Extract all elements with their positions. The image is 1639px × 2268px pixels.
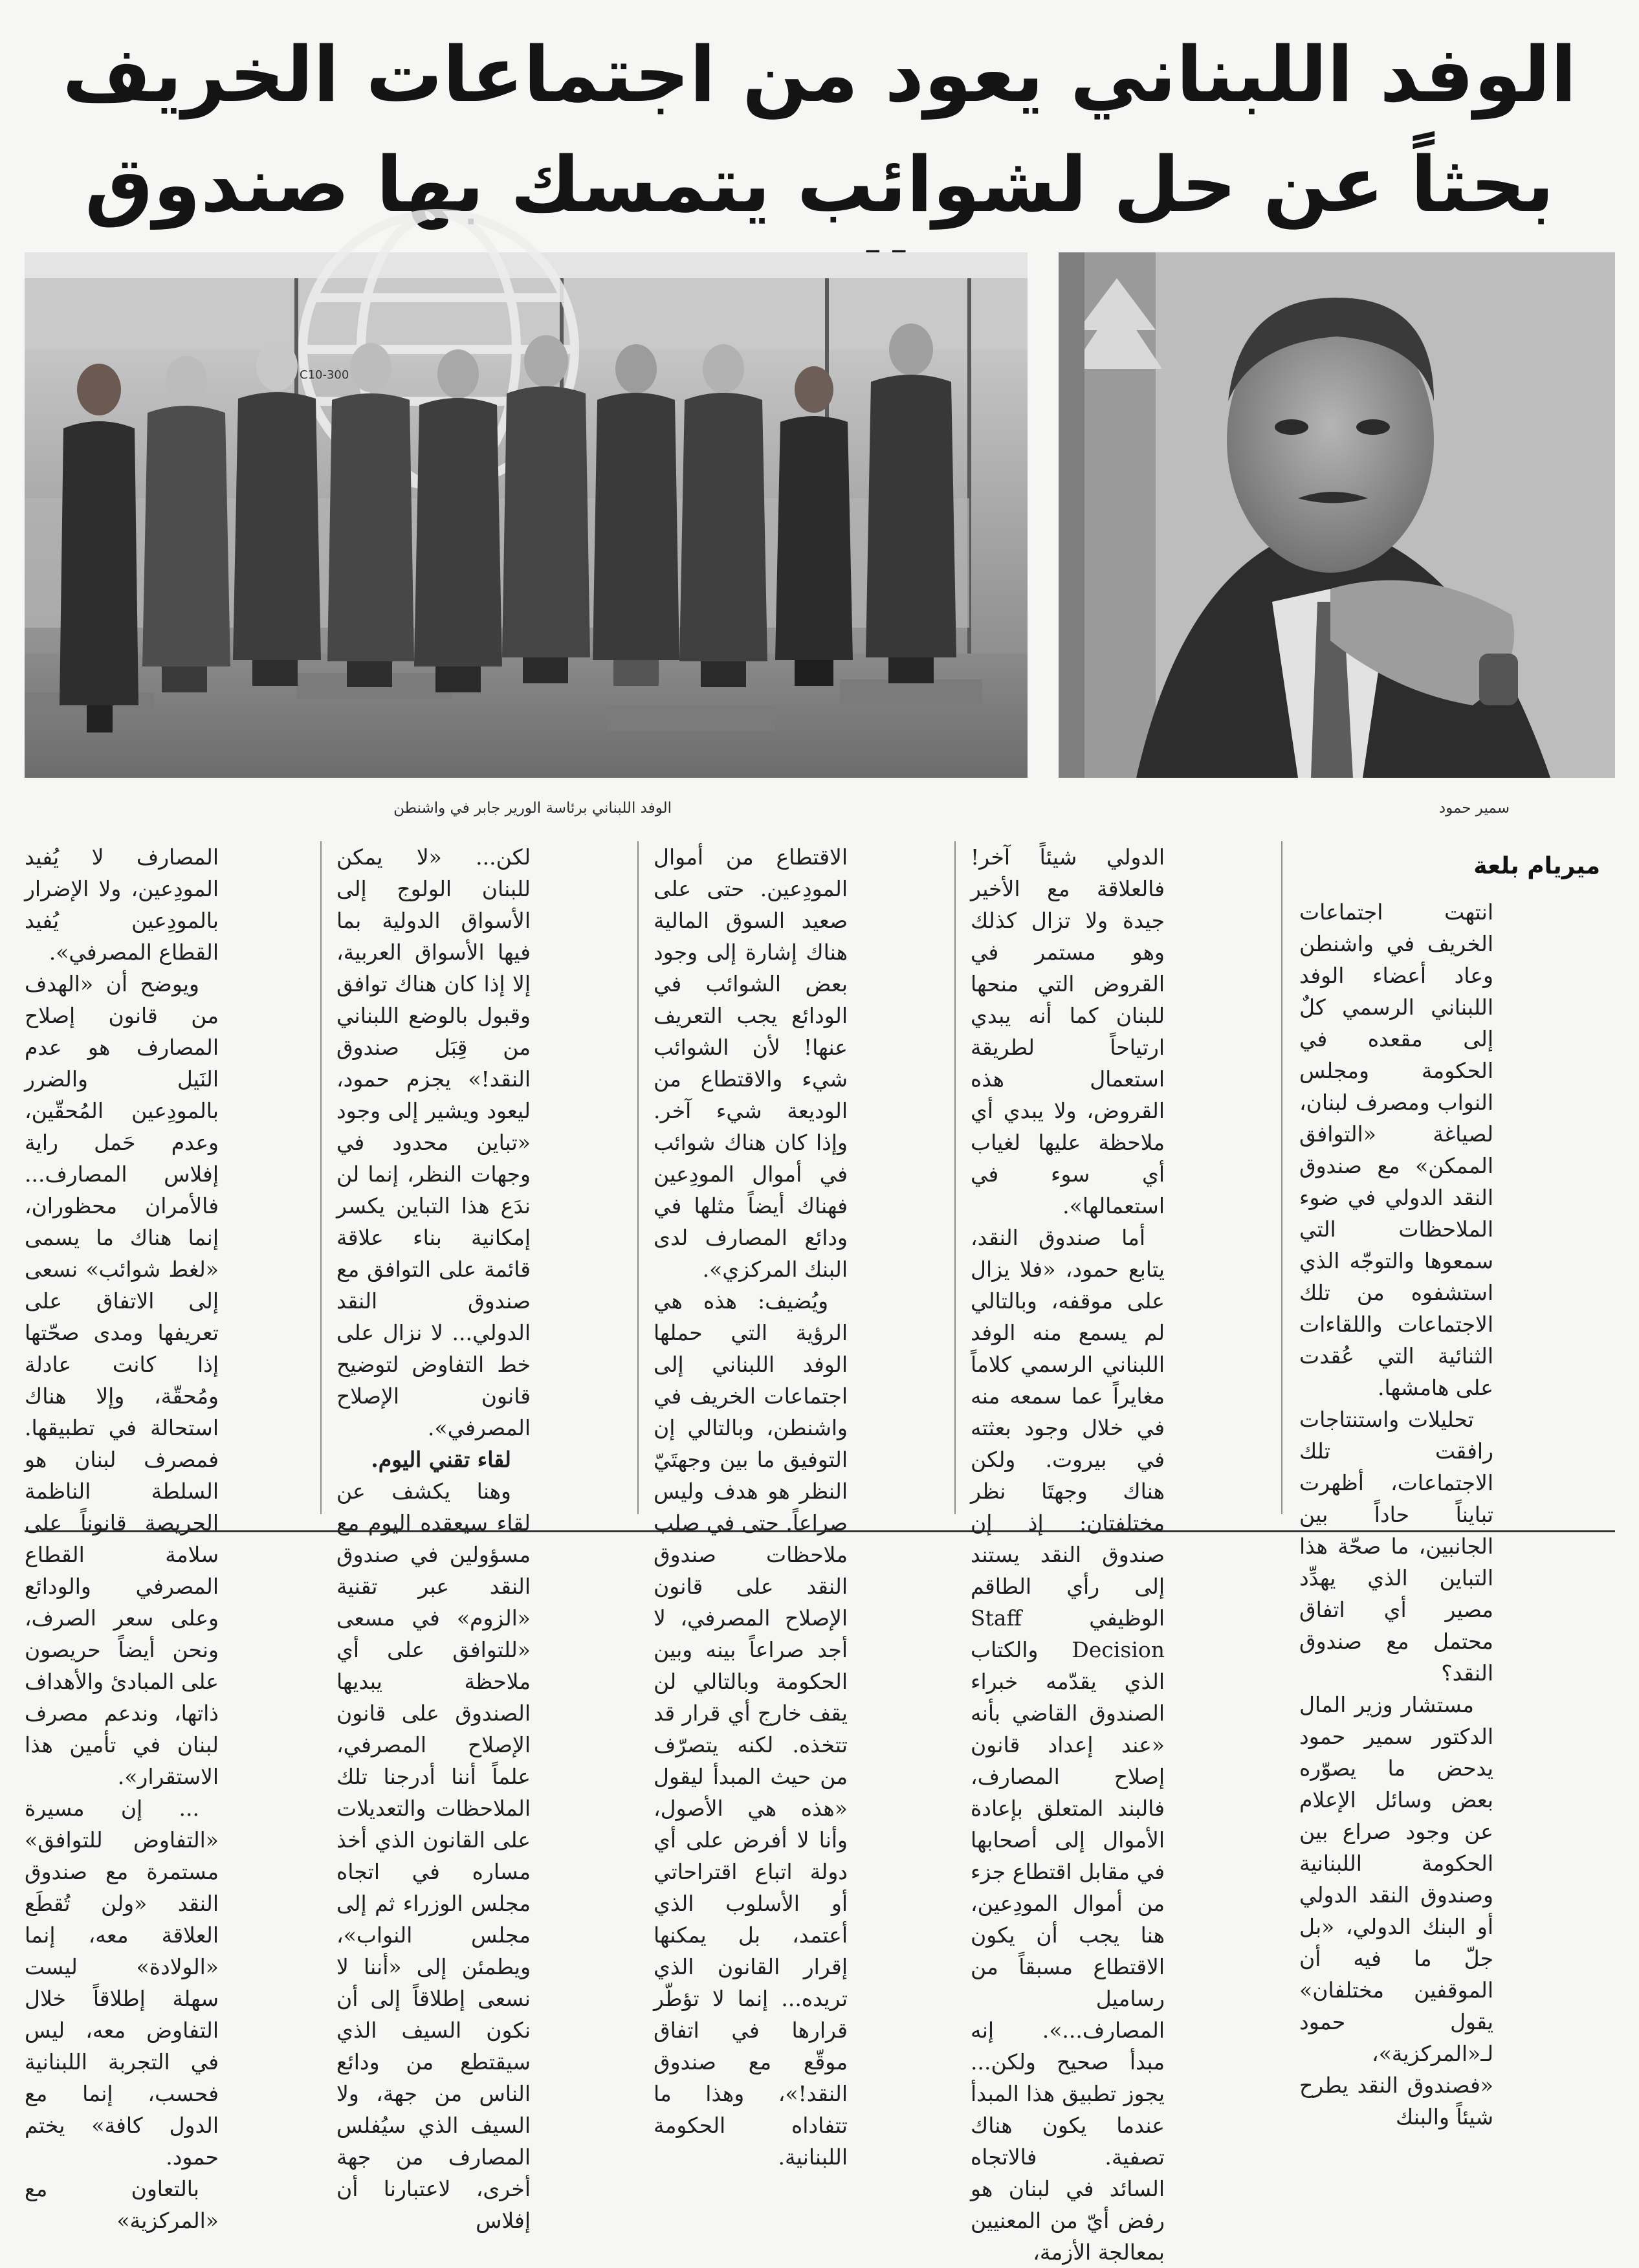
portrait-caption: سمير حمود: [1438, 800, 1510, 817]
byline: ميريام بلعة: [1473, 853, 1600, 879]
paragraph: انتهت اجتماعات الخريف في واشنطن وعاد أعضاء الوفد اللبناني الرسمي كلٌ إلى مقعده في الحكومة ومجلس النواب ومصرف لبنان، لصياغة «التوافق الممكن» مع صندوق النقد الدولي في ضوء الملاحظات التي سمعوها والتوجّه الذي استشفوه من تلك الاجتماعات واللقاءات الثنائية التي عُقدت على هامشها.: [1299, 899, 1493, 1400]
paragraph: أما صندوق النقد، يتابع حمود، «فلا يزال على موقفه، وبالتالي لم يسمع منه الوفد اللبناني الرسمي كلاماً مغايراً عما سمعه منه في خلال وجود بعثته في بيروت. ولكن هناك وجهتَا نظر مختلفتان: إذ إن صندوق النقد يستند إلى رأي الطاقم الوظيفي Staff Decision والكتاب الذي يقدّمه خبراء الصندوق القاضي بأنه «عند إعداد قانون إصلاح المصارف، فالبند المتعلق بإعادة الأموال إلى أصحابها في مقابل اقتطاع جزء من أموال المودِعين، هنا يجب أن يكون الاقتطاع مسبقاً من رساميل المصارف...». إنه مبدأ صحيح ولكن... يجوز تطبيق هذا المبدأ عندما يكون هناك تصفية. فالاتجاه السائد في لبنان هو رفض أيّ من المعنيين بمعالجة الأزمة،: [971, 1225, 1165, 2265]
headline-line-1: الوفد اللبناني يعود من اجتماعات الخريف: [62, 30, 1577, 119]
portrait-photo: [1059, 252, 1615, 778]
paragraph: مستشار وزير المال الدكتور سمير حمود يدحض ما يصوّره بعض وسائل الإعلام عن وجود صراع بين الحكومة اللبنانية وصندوق النقد الدولي أو البنك الدولي، «بل جلّ ما فيه أن الموقفين مختلفان» يقول حمود لـ«المركزية»، «فصندوق النقد يطرح شيئاً والبنك: [1299, 1692, 1493, 2130]
group-photo-caption: الوفد اللبناني برئاسة الورير جابر في واشنطن: [393, 800, 672, 817]
credit-line: بالتعاون مع «المركزية»: [25, 2176, 219, 2233]
article-column-5: [25, 841, 219, 2233]
column-rule: [1281, 841, 1282, 1514]
group-photo: [25, 252, 1028, 778]
paragraph: ويوضح أن «الهدف من قانون إصلاح المصارف هو عدم النَيل والضرر بالمودِعين المُحقّين، وعدم حَمل راية إفلاس المصارف... فالأمران محظوران، إنما هناك ما يسمى «لغط شوائب» نسعى إلى الاتفاق على تعريفها ومدى صحّتها إذا كانت عادلة ومُحقّة، وإلا هناك استحالة في تطبيقها. فمصرف لبنان هو السلطة الناظمة الحريصة قانوناً على سلامة القطاع المصرفي والودائع وعلى سعر الصرف، ونحن أيضاً حريصون على المبادئ والأهداف ذاتها، وندعم مصرف لبنان في تأمين هذا الاستقرار».: [25, 971, 219, 1789]
paragraph: ويُضيف: هذه هي الرؤية التي حملها الوفد اللبناني إلى اجتماعات الخريف في واشنطن، وبالتالي إن التوفيق ما بين وجهتَيّ النظر هو هدف وليس صراعاً. حتى في صلب ملاحظات صندوق النقد على قانون الإصلاح المصرفي، لا أجد صراعاً بينه وبين الحكومة وبالتالي لن يقف خارج أي قرار قد تتخذه. لكنه يتصرّف من حيث المبدأ ليقول «هذه هي الأصول، وأنا لا أفرض على أي دولة اتباع اقتراحاتي أو الأسلوب الذي أعتمد، بل يمكنها إقرار القانون الذي تريده... إنما لا تؤطّر قرارها في اتفاق موقّع مع صندوق النقد!»، وهذا ما تتفاداه الحكومة اللبنانية.: [654, 1288, 848, 2170]
article-column-1: [1299, 896, 1493, 2130]
portrait-image: [1059, 252, 1615, 778]
headline-line-2: بحثاً عن حل لشوائب يتمسك بها صندوق: [85, 140, 1554, 229]
paragraph: الاقتطاع من أموال المودِعين. حتى على صعيد السوق المالية هناك إشارة إلى وجود بعض الشوائب في الودائع يجب التعريف عنها! لأن الشوائب شيء والاقتطاع من الوديعة شيء آخر. وإذا كان هناك شوائب في أموال المودِعين فهناك أيضاً مثلها في ودائع المصارف لدى البنك المركزي».: [654, 844, 848, 1282]
room-sign: C10-300: [300, 368, 349, 382]
paragraph: المصارف لا يُفيد المودِعين، ولا الإضرار بالمودِعين يُفيد القطاع المصرفي».: [25, 844, 219, 965]
paragraph: وهنا يكشف عن لقاء سيعقده اليوم مع مسؤولين في صندوق النقد عبر تقنية «الزوم» في مسعى «للتوافق على أي ملاحظة يبديها الصندوق على قانون الإصلاح المصرفي، علماً أننا أدرجنا تلك الملاحظات والتعديلات على القانون الذي أخذ مساره في اتجاه مجلس الوزراء ثم إلى مجلس النواب»، ويطمئن إلى «أننا لا نسعى إطلاقاً إلى أن نكون السيف الذي سيقتطع من ودائع الناس من جهة، ولا السيف الذي سيُفلس المصارف من جهة أخرى، لاعتبارنا أن إفلاس: [336, 1479, 531, 2233]
paragraph: لكن... «لا يمكن للبنان الولوج إلى الأسواق الدولية بما فيها الأسواق العربية، إلا إذا كان هناك توافق وقبول بالوضع اللبناني من قِبَل صندوق النقد!» يجزم حمود، ليعود ويشير إلى وجود «تباين محدود في وجهات النظر، إنما لن ندَع هذا التباين يكسر إمكانية بناء علاقة قائمة على التوافق مع صندوق النقد الدولي... لا نزال على خط التفاوض لتوضيح قانون الإصلاح المصرفي».: [336, 844, 531, 1440]
column-rule: [637, 841, 639, 1514]
subheading: لقاء تقني اليوم.: [371, 1447, 511, 1472]
paragraph: ... إن مسيرة «التفاوض للتوافق» مستمرة مع صندوق النقد «ولن تُقطَع العلاقة معه، إنما «الولادة» ليست سهلة إطلاقاً خلال التفاوض معه، ليس في التجربة اللبنانية فحسب، إنما مع الدول كافة» يختم حمود.: [25, 1796, 219, 2170]
paragraph: تحليلات واستنتاجات رافقت تلك الاجتماعات، أظهرت تبايناً حاداً بين الجانبين، ما صحّة هذا التباين الذي يهدِّد مصير أي اتفاق محتمل مع صندوق النقد؟: [1299, 1407, 1493, 1686]
article-column-3: [654, 841, 848, 2170]
column-rule: [320, 841, 322, 1514]
group-photo-image: [25, 252, 1028, 778]
article-column-4: [336, 841, 531, 2233]
column-rule: [954, 841, 956, 1514]
paragraph: الدولي شيئاً آخر! فالعلاقة مع الأخير جيدة ولا تزال كذلك وهو مستمر في القروض التي منحها للبنان كما أنه يبدي ارتياحاً لطريقة استعمال هذه القروض، ولا يبدي أي ملاحظة عليها لغياب أي سوء في استعمالها».: [971, 844, 1165, 1218]
article-column-2: [971, 841, 1165, 2265]
